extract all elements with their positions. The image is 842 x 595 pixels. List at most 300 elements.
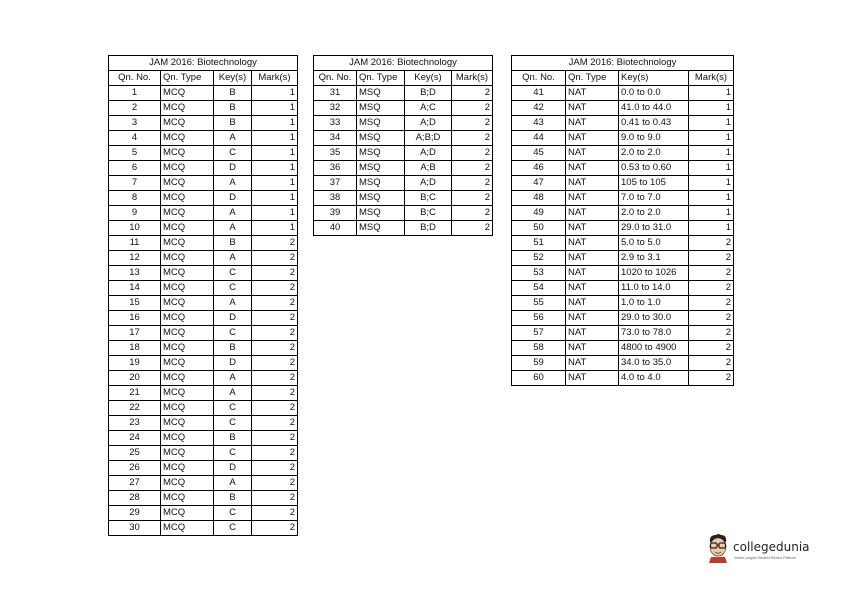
table-row	[512, 311, 734, 326]
cell-qn-no: 6	[109, 161, 161, 176]
cell-qn-type: MSQ	[357, 191, 405, 206]
cell-marks: 2	[252, 431, 298, 446]
cell-qn-no: 8	[109, 191, 161, 206]
cell-qn-no: 19	[109, 356, 161, 371]
cell-qn-type: MCQ	[161, 176, 214, 191]
cell-keys: C	[214, 506, 252, 521]
header-qn-no: Qn. No.	[512, 71, 566, 86]
table-row	[512, 251, 734, 266]
cell-qn-no: 50	[512, 221, 566, 236]
cell-qn-no: 18	[109, 341, 161, 356]
table-row	[109, 431, 298, 446]
table-row	[109, 281, 298, 296]
cell-qn-no: 44	[512, 131, 566, 146]
cell-keys: 2.0 to 2.0	[619, 206, 689, 221]
cell-marks: 1	[689, 161, 734, 176]
cell-qn-no: 35	[314, 146, 357, 161]
cell-qn-type: MCQ	[161, 506, 214, 521]
cell-marks: 2	[252, 401, 298, 416]
cell-qn-no: 28	[109, 491, 161, 506]
cell-qn-type: MSQ	[357, 161, 405, 176]
header-keys: Key(s)	[619, 71, 689, 86]
cell-qn-no: 13	[109, 266, 161, 281]
cell-keys: B;C	[405, 206, 452, 221]
cell-keys: A	[214, 371, 252, 386]
cell-qn-no: 41	[512, 86, 566, 101]
cell-keys: C	[214, 521, 252, 536]
header-marks: Mark(s)	[452, 71, 493, 86]
cell-qn-no: 26	[109, 461, 161, 476]
cell-keys: A;B;D	[405, 131, 452, 146]
cell-qn-type: MCQ	[161, 521, 214, 536]
cell-keys: 1.0 to 1.0	[619, 296, 689, 311]
cell-qn-no: 27	[109, 476, 161, 491]
cell-keys: B	[214, 491, 252, 506]
cell-qn-type: MSQ	[357, 221, 405, 236]
answer-key-table-mcq	[108, 55, 298, 536]
cell-qn-type: NAT	[566, 221, 619, 236]
table-row	[109, 521, 298, 536]
table-row	[512, 101, 734, 116]
cell-qn-type: NAT	[566, 326, 619, 341]
mascot-icon	[706, 533, 730, 563]
cell-qn-no: 53	[512, 266, 566, 281]
cell-keys: B	[214, 101, 252, 116]
cell-marks: 2	[689, 251, 734, 266]
cell-keys: C	[214, 416, 252, 431]
cell-qn-no: 3	[109, 116, 161, 131]
table-row	[109, 251, 298, 266]
cell-qn-type: NAT	[566, 116, 619, 131]
cell-qn-no: 55	[512, 296, 566, 311]
table-row	[109, 296, 298, 311]
cell-keys: B	[214, 116, 252, 131]
cell-marks: 2	[452, 86, 493, 101]
cell-qn-type: MCQ	[161, 86, 214, 101]
cell-qn-no: 7	[109, 176, 161, 191]
cell-keys: D	[214, 356, 252, 371]
cell-keys: 41.0 to 44.0	[619, 101, 689, 116]
cell-marks: 1	[689, 131, 734, 146]
cell-qn-no: 14	[109, 281, 161, 296]
cell-marks: 2	[452, 131, 493, 146]
cell-qn-type: MCQ	[161, 446, 214, 461]
cell-qn-type: NAT	[566, 131, 619, 146]
cell-marks: 1	[252, 146, 298, 161]
cell-qn-type: MCQ	[161, 311, 214, 326]
cell-keys: 2.9 to 3.1	[619, 251, 689, 266]
cell-qn-type: MSQ	[357, 146, 405, 161]
cell-qn-type: MCQ	[161, 116, 214, 131]
cell-marks: 1	[252, 206, 298, 221]
cell-keys: C	[214, 146, 252, 161]
header-qn-no: Qn. No.	[109, 71, 161, 86]
cell-marks: 2	[689, 281, 734, 296]
cell-qn-no: 40	[314, 221, 357, 236]
cell-qn-type: MCQ	[161, 356, 214, 371]
cell-qn-no: 47	[512, 176, 566, 191]
cell-marks: 1	[252, 191, 298, 206]
table-row	[512, 266, 734, 281]
cell-keys: 73.0 to 78.0	[619, 326, 689, 341]
cell-marks: 2	[452, 191, 493, 206]
cell-keys: 9.0 to 9.0	[619, 131, 689, 146]
cell-qn-type: MCQ	[161, 161, 214, 176]
cell-marks: 2	[452, 101, 493, 116]
cell-marks: 2	[689, 356, 734, 371]
cell-keys: 29.0 to 31.0	[619, 221, 689, 236]
cell-qn-type: NAT	[566, 371, 619, 386]
cell-marks: 2	[252, 521, 298, 536]
table-row	[512, 161, 734, 176]
cell-keys: A	[214, 206, 252, 221]
cell-qn-type: MCQ	[161, 221, 214, 236]
cell-qn-no: 25	[109, 446, 161, 461]
cell-marks: 2	[252, 341, 298, 356]
table-row	[109, 371, 298, 386]
cell-keys: 4.0 to 4.0	[619, 371, 689, 386]
cell-qn-type: NAT	[566, 176, 619, 191]
cell-qn-no: 32	[314, 101, 357, 116]
cell-keys: B;D	[405, 221, 452, 236]
cell-qn-no: 36	[314, 161, 357, 176]
cell-marks: 2	[452, 221, 493, 236]
cell-qn-no: 51	[512, 236, 566, 251]
table-row	[512, 146, 734, 161]
cell-marks: 2	[452, 116, 493, 131]
cell-keys: 0.53 to 0.60	[619, 161, 689, 176]
table-row	[512, 191, 734, 206]
table-row	[109, 146, 298, 161]
cell-qn-no: 46	[512, 161, 566, 176]
cell-qn-type: MSQ	[357, 101, 405, 116]
cell-marks: 2	[252, 491, 298, 506]
cell-marks: 2	[252, 281, 298, 296]
cell-qn-type: MCQ	[161, 431, 214, 446]
cell-qn-type: MCQ	[161, 416, 214, 431]
cell-qn-no: 17	[109, 326, 161, 341]
answer-key-table-nat	[511, 55, 734, 386]
cell-qn-type: MCQ	[161, 296, 214, 311]
cell-qn-type: MSQ	[357, 176, 405, 191]
table-row	[314, 206, 493, 221]
table-row	[512, 326, 734, 341]
cell-qn-type: MCQ	[161, 386, 214, 401]
cell-qn-type: NAT	[566, 146, 619, 161]
table-row	[512, 356, 734, 371]
cell-qn-type: MSQ	[357, 206, 405, 221]
cell-keys: A;D	[405, 176, 452, 191]
cell-keys: D	[214, 191, 252, 206]
table-row	[109, 341, 298, 356]
cell-marks: 1	[252, 131, 298, 146]
cell-marks: 1	[252, 161, 298, 176]
cell-qn-no: 1	[109, 86, 161, 101]
table-row	[314, 101, 493, 116]
cell-marks: 2	[252, 446, 298, 461]
cell-keys: B	[214, 431, 252, 446]
cell-qn-type: NAT	[566, 311, 619, 326]
table-row	[314, 191, 493, 206]
cell-marks: 2	[452, 176, 493, 191]
table-row	[512, 281, 734, 296]
cell-keys: 11.0 to 14.0	[619, 281, 689, 296]
cell-keys: D	[214, 161, 252, 176]
table-row	[314, 176, 493, 191]
cell-qn-no: 37	[314, 176, 357, 191]
cell-qn-no: 11	[109, 236, 161, 251]
cell-qn-type: NAT	[566, 266, 619, 281]
cell-keys: 29.0 to 30.0	[619, 311, 689, 326]
cell-qn-type: MCQ	[161, 251, 214, 266]
cell-marks: 1	[689, 86, 734, 101]
cell-marks: 2	[452, 161, 493, 176]
table-row	[512, 86, 734, 101]
table-row	[512, 131, 734, 146]
cell-keys: C	[214, 266, 252, 281]
cell-keys: 0.41 to 0.43	[619, 116, 689, 131]
table-row	[109, 326, 298, 341]
table-title: JAM 2016: Biotechnology	[109, 56, 298, 71]
cell-marks: 2	[252, 416, 298, 431]
cell-keys: A;D	[405, 146, 452, 161]
header-qn-type: Qn. Type	[566, 71, 619, 86]
cell-qn-no: 33	[314, 116, 357, 131]
cell-keys: D	[214, 461, 252, 476]
table-row	[512, 236, 734, 251]
cell-qn-no: 56	[512, 311, 566, 326]
cell-keys: A	[214, 476, 252, 491]
header-qn-no: Qn. No.	[314, 71, 357, 86]
cell-keys: 5.0 to 5.0	[619, 236, 689, 251]
cell-keys: 4800 to 4900	[619, 341, 689, 356]
cell-qn-no: 23	[109, 416, 161, 431]
header-qn-type: Qn. Type	[161, 71, 214, 86]
cell-keys: B	[214, 236, 252, 251]
cell-keys: A;B	[405, 161, 452, 176]
cell-qn-no: 60	[512, 371, 566, 386]
cell-qn-no: 57	[512, 326, 566, 341]
cell-marks: 2	[252, 236, 298, 251]
table-row	[512, 206, 734, 221]
cell-keys: A	[214, 131, 252, 146]
cell-keys: A	[214, 176, 252, 191]
table-row	[109, 356, 298, 371]
cell-qn-type: NAT	[566, 356, 619, 371]
cell-qn-type: NAT	[566, 251, 619, 266]
cell-keys: C	[214, 281, 252, 296]
header-qn-type: Qn. Type	[357, 71, 405, 86]
cell-marks: 2	[252, 386, 298, 401]
table-row	[109, 491, 298, 506]
logo-wordmark: collegedunia	[733, 540, 810, 554]
cell-qn-no: 4	[109, 131, 161, 146]
cell-marks: 1	[252, 86, 298, 101]
cell-qn-type: MCQ	[161, 461, 214, 476]
cell-marks: 2	[252, 356, 298, 371]
cell-qn-no: 9	[109, 206, 161, 221]
cell-qn-no: 20	[109, 371, 161, 386]
table-row	[109, 101, 298, 116]
cell-qn-no: 31	[314, 86, 357, 101]
cell-qn-no: 2	[109, 101, 161, 116]
cell-marks: 1	[689, 206, 734, 221]
cell-qn-no: 43	[512, 116, 566, 131]
cell-marks: 2	[252, 461, 298, 476]
cell-marks: 2	[252, 506, 298, 521]
cell-qn-no: 52	[512, 251, 566, 266]
cell-marks: 2	[689, 371, 734, 386]
cell-marks: 1	[689, 221, 734, 236]
cell-marks: 1	[252, 101, 298, 116]
table-row	[314, 86, 493, 101]
cell-qn-type: MCQ	[161, 476, 214, 491]
cell-qn-no: 22	[109, 401, 161, 416]
table-row	[512, 221, 734, 236]
cell-qn-type: NAT	[566, 296, 619, 311]
cell-qn-type: MSQ	[357, 131, 405, 146]
cell-marks: 2	[452, 206, 493, 221]
cell-qn-type: NAT	[566, 161, 619, 176]
cell-qn-no: 12	[109, 251, 161, 266]
cell-qn-type: NAT	[566, 86, 619, 101]
cell-keys: A	[214, 221, 252, 236]
table-row	[512, 116, 734, 131]
cell-qn-type: NAT	[566, 236, 619, 251]
table-row	[109, 236, 298, 251]
table-row	[109, 206, 298, 221]
table-row	[314, 116, 493, 131]
cell-qn-no: 38	[314, 191, 357, 206]
cell-keys: B	[214, 341, 252, 356]
cell-keys: 105 to 105	[619, 176, 689, 191]
cell-qn-no: 15	[109, 296, 161, 311]
table-title: JAM 2016: Biotechnology	[512, 56, 734, 71]
cell-marks: 2	[252, 326, 298, 341]
cell-qn-type: MSQ	[357, 86, 405, 101]
cell-qn-type: MSQ	[357, 116, 405, 131]
cell-marks: 2	[252, 296, 298, 311]
cell-qn-no: 45	[512, 146, 566, 161]
table-row	[512, 296, 734, 311]
cell-qn-type: MCQ	[161, 266, 214, 281]
table-row	[109, 161, 298, 176]
cell-qn-type: NAT	[566, 341, 619, 356]
cell-qn-type: MCQ	[161, 191, 214, 206]
cell-qn-type: MCQ	[161, 281, 214, 296]
table-title: JAM 2016: Biotechnology	[314, 56, 493, 71]
cell-qn-type: NAT	[566, 101, 619, 116]
cell-marks: 2	[252, 371, 298, 386]
cell-keys: 1020 to 1026	[619, 266, 689, 281]
cell-keys: C	[214, 446, 252, 461]
cell-marks: 1	[689, 101, 734, 116]
cell-qn-no: 21	[109, 386, 161, 401]
header-keys: Key(s)	[214, 71, 252, 86]
table-row	[109, 446, 298, 461]
cell-qn-type: MCQ	[161, 236, 214, 251]
cell-marks: 2	[689, 311, 734, 326]
cell-qn-type: MCQ	[161, 371, 214, 386]
collegedunia-logo[interactable]	[706, 533, 814, 565]
cell-keys: 2.0 to 2.0	[619, 146, 689, 161]
cell-qn-no: 58	[512, 341, 566, 356]
cell-keys: 7.0 to 7.0	[619, 191, 689, 206]
cell-marks: 1	[689, 146, 734, 161]
cell-keys: A;D	[405, 116, 452, 131]
table-row	[109, 401, 298, 416]
table-row	[314, 146, 493, 161]
cell-qn-type: MCQ	[161, 326, 214, 341]
cell-qn-no: 39	[314, 206, 357, 221]
table-row	[109, 131, 298, 146]
cell-marks: 2	[452, 146, 493, 161]
table-row	[109, 506, 298, 521]
table-row	[109, 176, 298, 191]
cell-keys: C	[214, 401, 252, 416]
cell-marks: 1	[252, 221, 298, 236]
cell-marks: 2	[252, 266, 298, 281]
cell-keys: 0.0 to 0.0	[619, 86, 689, 101]
cell-marks: 1	[252, 116, 298, 131]
table-row	[109, 116, 298, 131]
cell-qn-no: 48	[512, 191, 566, 206]
table-row	[512, 176, 734, 191]
cell-marks: 2	[252, 311, 298, 326]
table-row	[109, 311, 298, 326]
cell-marks: 1	[252, 176, 298, 191]
cell-qn-no: 24	[109, 431, 161, 446]
table-row	[512, 341, 734, 356]
cell-qn-type: MCQ	[161, 401, 214, 416]
table-row	[314, 221, 493, 236]
cell-marks: 1	[689, 116, 734, 131]
header-marks: Mark(s)	[252, 71, 298, 86]
answer-key-table-msq	[313, 55, 493, 236]
cell-keys: B;D	[405, 86, 452, 101]
cell-qn-type: MCQ	[161, 146, 214, 161]
cell-qn-type: NAT	[566, 281, 619, 296]
cell-keys: C	[214, 326, 252, 341]
header-marks: Mark(s)	[689, 71, 734, 86]
table-row	[512, 371, 734, 386]
cell-keys: A	[214, 251, 252, 266]
cell-qn-no: 29	[109, 506, 161, 521]
cell-qn-no: 49	[512, 206, 566, 221]
cell-qn-no: 10	[109, 221, 161, 236]
table-row	[109, 476, 298, 491]
cell-keys: D	[214, 311, 252, 326]
table-row	[109, 386, 298, 401]
table-row	[109, 416, 298, 431]
cell-qn-no: 42	[512, 101, 566, 116]
table-row	[314, 131, 493, 146]
table-row	[109, 86, 298, 101]
logo-tagline: India's Largest Student Review Platform	[734, 556, 797, 560]
table-row	[109, 191, 298, 206]
cell-qn-type: MCQ	[161, 491, 214, 506]
cell-keys: A;C	[405, 101, 452, 116]
cell-keys: A	[214, 296, 252, 311]
cell-keys: 34.0 to 35.0	[619, 356, 689, 371]
cell-keys: B	[214, 86, 252, 101]
cell-marks: 2	[252, 476, 298, 491]
cell-keys: B;C	[405, 191, 452, 206]
table-row	[109, 461, 298, 476]
cell-qn-type: MCQ	[161, 101, 214, 116]
cell-qn-no: 34	[314, 131, 357, 146]
header-keys: Key(s)	[405, 71, 452, 86]
